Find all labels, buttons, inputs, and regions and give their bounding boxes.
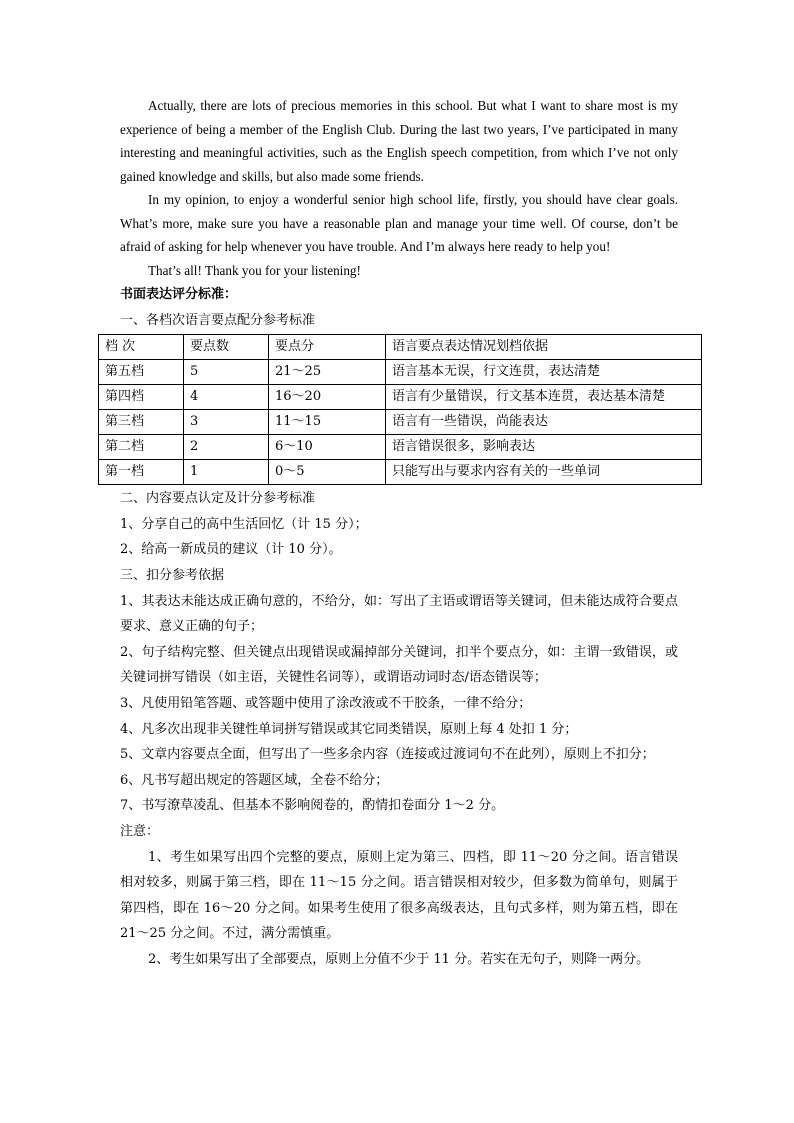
table-header-cell: 要点数 <box>184 335 269 360</box>
deduction-item: 5、文章内容要点全面，但写出了一些多余内容（连接或过渡词句不在此列），原则上不扣分； <box>120 747 655 763</box>
deduction-item: 1、其表达未能达成正确句意的，不给分，如：写出了主语或谓语等关键词，但未能达成符合要点要求、意义正确的句子； <box>120 593 678 635</box>
table-cell: 4 <box>184 385 269 410</box>
note-paragraph: 2、考生如果写出了全部要点，原则上分值不少于 11 分。若实在无句子，则降一两分。 <box>148 951 650 967</box>
table-cell: 1 <box>184 460 269 485</box>
table-row <box>99 410 702 435</box>
deduction-item: 6、凡书写超出规定的答题区域，全卷不给分； <box>120 772 389 788</box>
table-row <box>99 460 702 485</box>
table-cell: 第五档 <box>99 360 184 385</box>
table-cell: 11～15 <box>269 410 386 435</box>
grading-table <box>98 334 702 485</box>
table-cell: 5 <box>184 360 269 385</box>
rubric-heading: 书面表达评分标准： <box>120 287 238 302</box>
section-1-title: 一、各档次语言要点配分参考标准 <box>120 312 316 328</box>
table-cell: 只能写出与要求内容有关的一些单词 <box>386 460 702 485</box>
deduction-item: 7、书写潦草凌乱、但基本不影响阅卷的，酌情扣卷面分 1～2 分。 <box>120 798 505 814</box>
table-row <box>99 435 702 460</box>
table-cell: 第一档 <box>99 460 184 485</box>
essay-paragraph-2: In my opinion, to enjoy a wonderful senior high school life, firstly, you should have clear goals. What’s more, make sure you have a reasonable plan and manage your time well. Of course, don’t be afraid of asking for help whenever you have trouble. And I’m always here ready to help you! <box>120 192 678 254</box>
table-cell: 3 <box>184 410 269 435</box>
deduction-item: 4、凡多次出现非关键性单词拼写错误或其它同类错误，原则上每 4 处扣 1 分； <box>120 721 578 737</box>
table-row <box>99 360 702 385</box>
table-header-cell: 语言要点表达情况划档依据 <box>386 335 702 360</box>
table-cell: 16～20 <box>269 385 386 410</box>
table-row <box>99 385 702 410</box>
section-2-title: 二、内容要点认定及计分参考标准 <box>120 491 316 507</box>
deduction-item: 3、凡使用铅笔答题、或答题中使用了涂改液或不干胶条，一律不给分； <box>120 695 532 711</box>
table-header-row <box>99 335 702 360</box>
table-cell: 6～10 <box>269 435 386 460</box>
table-cell: 21～25 <box>269 360 386 385</box>
table-cell: 第四档 <box>99 385 184 410</box>
table-cell: 0～5 <box>269 460 386 485</box>
table-cell: 语言有一些错误，尚能表达 <box>386 410 702 435</box>
essay-paragraph-1: Actually, there are lots of precious memories in this school. But what I want to share most is my experience of being a member of the English Club. During the last two years, I’ve participated in many interesting and meaningful activities, such as the English speech competition, from which I’ve not only gained knowledge and skills, but also made some friends. <box>120 98 678 184</box>
table-cell: 2 <box>184 435 269 460</box>
deduction-item: 2、句子结构完整、但关键点出现错误或漏掉部分关键词，扣半个要点分，如：主谓一致错误，或关键词拼写错误（如主语，关键性名词等），或谓语动词时态/语态错误等； <box>120 644 678 686</box>
content-point-item: 1、分享自己的高中生活回忆（计 15 分）； <box>120 516 368 532</box>
note-label: 注意： <box>120 823 160 839</box>
table-cell: 第三档 <box>99 410 184 435</box>
table-cell: 第二档 <box>99 435 184 460</box>
section-3-title: 三、扣分参考依据 <box>120 567 225 583</box>
table-header-cell: 要点分 <box>269 335 386 360</box>
note-paragraph: 1、考生如果写出四个完整的要点，原则上定为第三、四档，即 11～20 分之间。语言错误相对较多，则属于第三档，即在 11～15 分之间。语言错误相对较少，但多数为简单句，则属于第四档，即在 16～20 分之间。如果考生使用了很多高级表达，且句式多样，则为第五档，即在 21～25 分之间。不过，满分需慎重。 <box>120 849 678 942</box>
content-point-item: 2、给高一新成员的建议（计 10 分）。 <box>120 542 342 558</box>
essay-paragraph-3: That’s all! Thank you for your listening! <box>148 262 361 278</box>
document-page <box>105 94 678 972</box>
table-header-cell: 档 次 <box>99 335 184 360</box>
table-cell: 语言错误很多，影响表达 <box>386 435 702 460</box>
table-cell: 语言基本无误，行文连贯，表达清楚 <box>386 360 702 385</box>
table-cell: 语言有少量错误，行文基本连贯，表达基本清楚 <box>386 385 702 410</box>
